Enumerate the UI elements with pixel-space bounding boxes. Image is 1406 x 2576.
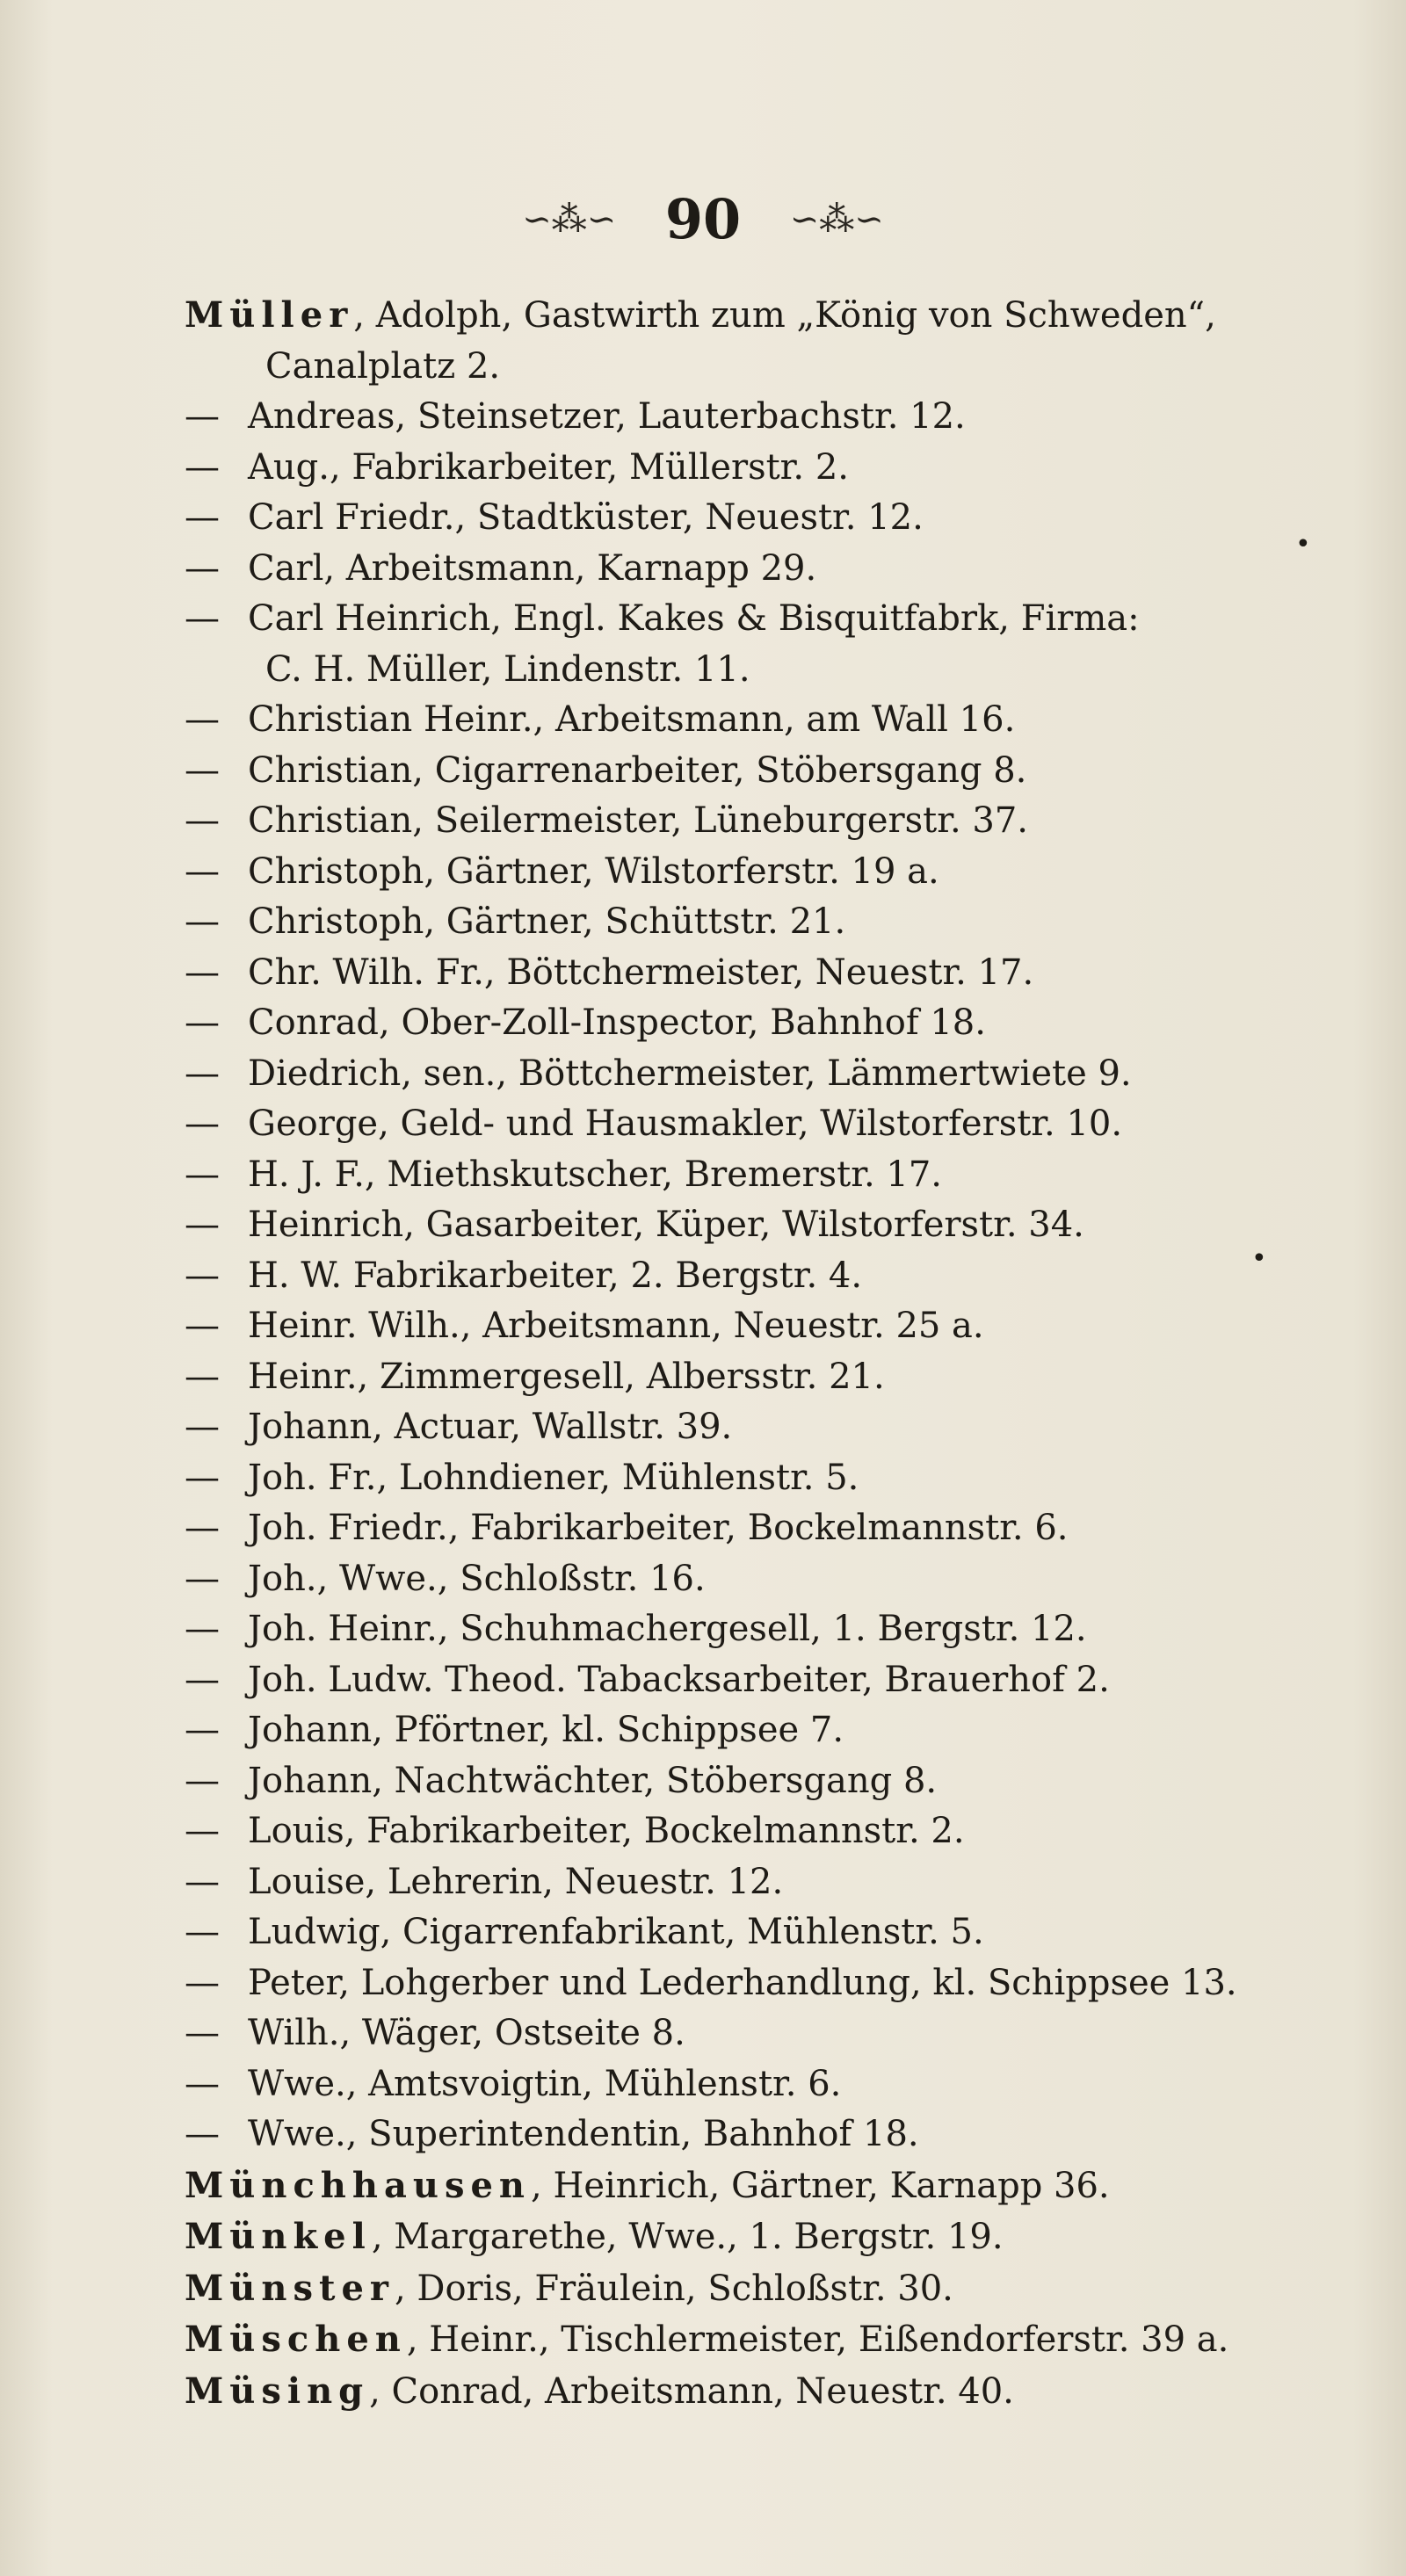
- entry-sub: [185, 1200, 1318, 1251]
- entry-sub: [185, 1301, 1318, 1352]
- entry-text: Heinr., Zimmergesell, Albersstr. 21.: [248, 1356, 885, 1397]
- ditto-dash: —: [185, 1205, 220, 1245]
- ink-speck: •: [1251, 1243, 1267, 1274]
- entry-sub: [185, 544, 1318, 595]
- entry-text: C. H. Müller, Lindenstr. 11.: [265, 648, 750, 690]
- entry-sub: [185, 1756, 1318, 1807]
- entry-text: Ludwig, Cigarrenfabrikant, Mühlenstr. 5.: [248, 1912, 984, 1952]
- entry-sub: [185, 796, 1318, 847]
- ditto-dash: —: [185, 1002, 220, 1043]
- entry-sub: [185, 2109, 1318, 2160]
- ditto-dash: —: [185, 1760, 220, 1801]
- entry-sub: [185, 1655, 1318, 1706]
- entry-text: George, Geld- und Hausmakler, Wilstorferstr. 10.: [248, 1103, 1123, 1144]
- entry-text: Carl Friedr., Stadtküster, Neuestr. 12.: [248, 497, 924, 538]
- entry-text: Wilh., Wäger, Ostseite 8.: [248, 2013, 685, 2053]
- entry-sub: [185, 1352, 1318, 1403]
- entry-surname: Müller: [185, 294, 354, 336]
- entry-sub: [185, 392, 1318, 443]
- ditto-dash: —: [185, 749, 220, 791]
- entry-sub: [185, 746, 1318, 797]
- entry-text: Christoph, Gärtner, Schüttstr. 21.: [248, 901, 846, 942]
- entry-text: Peter, Lohgerber und Lederhandlung, kl. Schippsee 13.: [248, 1962, 1237, 2003]
- entry-text: Johann, Pförtner, kl. Schippsee 7.: [248, 1710, 844, 1750]
- entry-sub: [185, 1503, 1318, 1554]
- ditto-dash: —: [185, 850, 220, 892]
- entry-sub: [185, 1907, 1318, 1958]
- entry-sub: [185, 2059, 1318, 2110]
- entry-text: Heinr. Wilh., Arbeitsmann, Neuestr. 25 a.: [248, 1306, 984, 1346]
- entry-text: Christian, Cigarrenarbeiter, Stöbersgang 8.: [248, 749, 1027, 791]
- ditto-dash: —: [185, 1811, 220, 1851]
- entry-sub: [185, 1251, 1318, 1302]
- entry-surname: Münster: [185, 2267, 395, 2309]
- entry-sub: [185, 443, 1318, 494]
- ditto-dash: —: [185, 901, 220, 942]
- entry-text: Christian, Seilermeister, Lüneburgerstr. 37.: [248, 800, 1029, 841]
- ditto-dash: —: [185, 1558, 220, 1599]
- entry-text: Louise, Lehrerin, Neuestr. 12.: [248, 1861, 784, 1902]
- ditto-dash: —: [185, 2013, 220, 2053]
- ditto-dash: —: [185, 1912, 220, 1952]
- ditto-dash: —: [185, 1962, 220, 2003]
- ditto-dash: —: [185, 1710, 220, 1750]
- entry-text: , Heinr., Tischlermeister, Eißendorferstr. 39 a.: [406, 2319, 1229, 2360]
- ditto-dash: —: [185, 952, 220, 993]
- page-header: [0, 185, 1406, 250]
- entry-text: H. J. F., Miethskutscher, Bremerstr. 17.: [248, 1154, 942, 1195]
- entry-text: Louis, Fabrikarbeiter, Bockelmannstr. 2.: [248, 1811, 965, 1851]
- ditto-dash: —: [185, 1609, 220, 1649]
- entry-text: Johann, Actuar, Wallstr. 39.: [248, 1407, 733, 1447]
- entry-sub: [185, 1554, 1318, 1605]
- entry-text: Johann, Nachtwächter, Stöbersgang 8.: [248, 1760, 938, 1801]
- entry-sub: [185, 897, 1318, 948]
- entry-mueller-adolph: [185, 290, 1318, 342]
- entry-sub: [185, 998, 1318, 1049]
- entry-sub: [185, 847, 1318, 898]
- ornament-right: ∽⁂∽: [789, 199, 884, 240]
- ditto-dash: —: [185, 1659, 220, 1700]
- ink-speck: •: [1295, 529, 1311, 560]
- ditto-dash: —: [185, 1103, 220, 1144]
- ditto-dash: —: [185, 2114, 220, 2154]
- entry-sub: [185, 1806, 1318, 1857]
- entry-text: Aug., Fabrikarbeiter, Müllerstr. 2.: [248, 446, 850, 488]
- entry-muesing: [185, 2366, 1318, 2418]
- entry-text: Joh. Ludw. Theod. Tabacksarbeiter, Brauerhof 2.: [248, 1659, 1110, 1700]
- entry-text: Carl Heinrich, Engl. Kakes & Bisquitfabrk, Firma:: [248, 598, 1140, 639]
- entry-text: Carl, Arbeitsmann, Karnapp 29.: [248, 547, 817, 589]
- entry-text: Joh. Fr., Lohndiener, Mühlenstr. 5.: [248, 1457, 859, 1498]
- ditto-dash: —: [185, 800, 220, 841]
- entry-sub: [185, 1705, 1318, 1756]
- ditto-dash: —: [185, 446, 220, 488]
- ditto-dash: —: [185, 1154, 220, 1195]
- entry-text: Andreas, Steinsetzer, Lauterbachstr. 12.: [248, 396, 966, 437]
- entry-text: Christian Heinr., Arbeitsmann, am Wall 16.: [248, 699, 1016, 740]
- entry-surname: Münchhausen: [185, 2164, 532, 2206]
- entry-sub: [185, 493, 1318, 544]
- ditto-dash: —: [185, 1508, 220, 1548]
- ditto-dash: —: [185, 396, 220, 437]
- entry-text: Heinrich, Gasarbeiter, Küper, Wilstorferstr. 34.: [248, 1205, 1084, 1245]
- entry-text: Joh. Friedr., Fabrikarbeiter, Bockelmannstr. 6.: [248, 1508, 1069, 1548]
- ditto-dash: —: [185, 1356, 220, 1397]
- entry-text: , Heinrich, Gärtner, Karnapp 36.: [531, 2165, 1110, 2206]
- entry-text: Chr. Wilh. Fr., Böttchermeister, Neuestr. 17.: [248, 952, 1034, 993]
- entry-text: Wwe., Amtsvoigtin, Mühlenstr. 6.: [248, 2063, 842, 2104]
- entry-muenkel: [185, 2211, 1318, 2263]
- directory-entries: [185, 290, 1318, 2417]
- ditto-dash: —: [185, 1457, 220, 1498]
- page-number: 90: [664, 187, 742, 251]
- entry-sub: [185, 1857, 1318, 1908]
- entry-sub: [185, 695, 1318, 746]
- ornament-left: ∽⁂∽: [522, 199, 617, 240]
- entry-sub: [185, 1150, 1318, 1201]
- entry-sub: [185, 594, 1318, 645]
- ditto-dash: —: [185, 598, 220, 639]
- entry-text: Wwe., Superintendentin, Bahnhof 18.: [248, 2114, 919, 2154]
- entry-mueschen: [185, 2314, 1318, 2366]
- entry-sub: [185, 1402, 1318, 1453]
- entry-sub: [185, 1453, 1318, 1504]
- entry-text: , Doris, Fräulein, Schloßstr. 30.: [394, 2268, 953, 2309]
- ditto-dash: —: [185, 699, 220, 740]
- entry-surname: Müsing: [185, 2370, 370, 2412]
- entry-text: , Adolph, Gastwirth zum „König von Schweden“,: [353, 295, 1216, 336]
- entry-continuation: [185, 342, 1318, 393]
- entry-surname: Müschen: [185, 2319, 407, 2360]
- ditto-dash: —: [185, 547, 220, 589]
- entry-text: Christoph, Gärtner, Wilstorferstr. 19 a.: [248, 850, 939, 892]
- entry-text: , Margarethe, Wwe., 1. Bergstr. 19.: [371, 2217, 1004, 2257]
- ditto-dash: —: [185, 1306, 220, 1346]
- entry-sub: [185, 1958, 1318, 2009]
- ditto-dash: —: [185, 1861, 220, 1902]
- entry-text: Conrad, Ober-Zoll-Inspector, Bahnhof 18.: [248, 1002, 986, 1043]
- ditto-dash: —: [185, 1053, 220, 1094]
- entry-text: , Conrad, Arbeitsmann, Neuestr. 40.: [369, 2370, 1014, 2412]
- entry-text: H. W. Fabrikarbeiter, 2. Bergstr. 4.: [248, 1255, 863, 1296]
- entry-sub: [185, 1049, 1318, 1100]
- entry-text: Canalplatz 2.: [265, 345, 501, 387]
- entry-surname: Münkel: [185, 2216, 372, 2257]
- ditto-dash: —: [185, 497, 220, 538]
- entry-sub: [185, 1099, 1318, 1150]
- entry-muenster: [185, 2263, 1318, 2315]
- entry-continuation: [185, 645, 1318, 696]
- ditto-dash: —: [185, 1407, 220, 1447]
- entry-sub: [185, 2008, 1318, 2059]
- entry-text: Joh. Heinr., Schuhmachergesell, 1. Bergstr. 12.: [248, 1609, 1087, 1649]
- entry-sub: [185, 1604, 1318, 1655]
- ditto-dash: —: [185, 2063, 220, 2104]
- entry-text: Diedrich, sen., Böttchermeister, Lämmertwiete 9.: [248, 1053, 1132, 1094]
- entry-sub: [185, 948, 1318, 999]
- ditto-dash: —: [185, 1255, 220, 1296]
- entry-text: Joh., Wwe., Schloßstr. 16.: [248, 1558, 706, 1599]
- entry-muenchhausen: [185, 2160, 1318, 2212]
